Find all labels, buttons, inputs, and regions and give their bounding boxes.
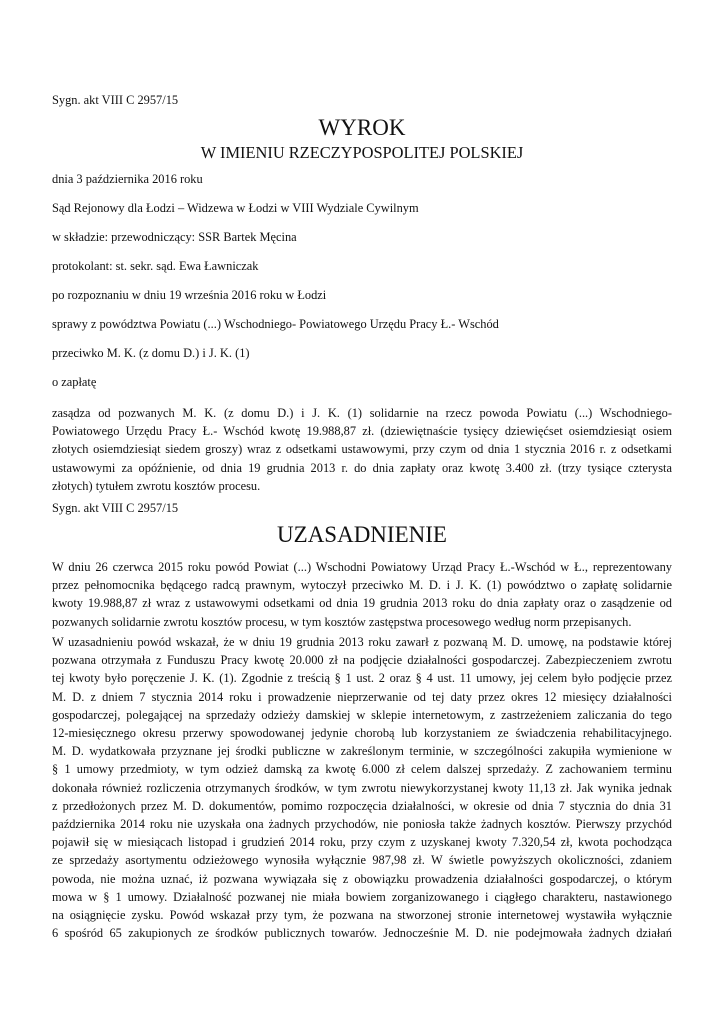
case-number: Sygn. akt VIII C 2957/15 <box>52 93 179 107</box>
verdict-title: WYROK <box>318 115 406 140</box>
paragraph-line: 6 spośród 65 zakupionych ze środków publicznych towarów. Jednocześnie M. D. nie podejmowała żadnych działań <box>52 926 672 941</box>
justification-paragraph-2 <box>52 633 672 942</box>
verdict-line: złotych osiemdziesiąt siedem groszy) wraz z odsetkami ustawowymi, przy czym od dnia 1 stycznia 2016 r. z odsetkami <box>52 442 672 457</box>
paragraph-line: W uzasadnieniu powód wskazał, że w dniu 19 grudnia 2013 roku zawarł z pozwaną M. D. umowę, na podstawie której <box>52 635 672 649</box>
verdict-date: dnia 3 października 2016 roku <box>52 172 203 186</box>
court-name: Sąd Rejonowy dla Łodzi – Widzewa w Łodzi w VIII Wydziale Cywilnym <box>52 201 419 215</box>
paragraph-line: 12-miesięcznego okresu przerwy spowodowanej jedynie chorobą lub korzystaniem ze świadczenia rehabilitacyjnego. <box>52 726 672 741</box>
paragraph-line: powoda, nie można uznać, iż pozwana wywiązała się z obowiązku prowadzenia działalności gospodarczej, o którym <box>52 871 672 886</box>
paragraph-line: pozwanych solidarnie zwrotu kosztów procesu, w tym kosztów zastępstwa procesowego według norm przepisanych. <box>52 614 632 629</box>
paragraph-line: gospodarczej, polegającej na sprzedaży odzieży damskiej w sklepie internetowym, z zastrzeżeniem zaliczania do tego <box>52 707 672 722</box>
verdict-line: Powiatowego Urzędu Pracy Ł.- Wschód kwotę 19.988,87 zł. (dziewiętnaście tysięcy dziewięćset osiemdziesiąt osiem <box>52 424 672 439</box>
court-clerk: protokolant: st. sekr. sąd. Ewa Ławniczak <box>52 259 259 273</box>
case-subject: o zapłatę <box>52 375 97 389</box>
verdict-line: złotych) tytułem zwrotu kosztów procesu. <box>52 478 261 493</box>
paragraph-line: mowa w § 1 umowy. Działalność pozwanej nie miała bowiem zorganizowanego i ciągłego charakteru, nastawionego <box>52 889 672 904</box>
justification-title: UZASADNIENIE <box>277 522 447 547</box>
verdict-line: zasądza od pozwanych M. K. (z domu D.) i J. K. (1) solidarnie na rzecz powoda Powiatu (...) Wschodniego- <box>52 406 672 420</box>
paragraph-line: z przedłożonych przez M. D. dokumentów, pomimo rozpoczęcia działalności, w okresie od dnia 7 stycznia do dnia 31 <box>52 798 672 813</box>
hearing-info: po rozpoznaniu w dniu 19 września 2016 roku w Łodzi <box>52 288 327 302</box>
paragraph-line: ze sprzedaży asortymentu odzieżowego wynosiła wyłącznie 987,98 zł. W świetle powyższych okoliczności, zdaniem <box>52 853 672 868</box>
case-plaintiff: sprawy z powództwa Powiatu (...) Wschodniego- Powiatowego Urzędu Pracy Ł.- Wschód <box>52 317 499 331</box>
paragraph-line: pozwana otrzymała z Funduszu Pracy kwotę 20.000 zł na podjęcie działalności gospodarczej. Zabezpieczeniem zwrotu <box>52 653 672 668</box>
paragraph-line: § 1 umowy przedmioty, w tym odzież damską za kwotę 6.000 zł celem dalszej sprzedaży. Z zachowaniem terminu <box>52 762 672 777</box>
court-composition: w składzie: przewodniczący: SSR Bartek Męcina <box>52 230 297 244</box>
paragraph-line: pojawił się w miesiącach listopad i grudzień 2014 roku, przy czym z uzyskanej kwoty 7.320,54 zł, kwota pochodząca <box>52 835 672 850</box>
justification-paragraph-1 <box>52 558 672 631</box>
paragraph-line: M. D. wydatkowała przyznane jej środki publiczne w zakreślonym terminie, w szczególności zakupiła wymienione w <box>52 744 672 759</box>
case-defendants: przeciwko M. K. (z domu D.) i J. K. (1) <box>52 346 250 360</box>
paragraph-line: przez pełnomocnika będącego radcą prawnym, wytoczył przeciwko M. D. i J. K. (1) powództwo o zapłatę solidarnie <box>52 578 672 593</box>
justification-case-number: Sygn. akt VIII C 2957/15 <box>52 501 179 515</box>
paragraph-line: tej kwoty było poręczenie J. K. (1). Zgodnie z treścią § 1 ust. 2 oraz § 4 ust. 11 umowy, jej celem było podjęcie przez <box>52 671 672 686</box>
paragraph-line: października 2014 roku nie uzyskała ona żadnych przychodów, nie poniosła także żadnych kosztów. Pierwszy przychód <box>52 817 672 832</box>
paragraph-line: na osiągnięcie zysku. Powód wskazał przy tym, że pozwana na stworzonej stronie internetowej wystawiła wyłącznie <box>52 908 672 923</box>
paragraph-line: M. D. z dniem 7 stycznia 2014 roku i prowadzenie nieprzerwanie od tej daty przez okres 12 miesięcy działalności <box>52 689 672 704</box>
paragraph-line: dokonała również rozliczenia otrzymanych środków, w tym zwrotu niewykorzystanej kwoty 11,13 zł. Jak wynika jednak <box>52 780 672 795</box>
verdict-subtitle: W IMIENIU RZECZYPOSPOLITEJ POLSKIEJ <box>200 143 524 162</box>
verdict-line: ustawowymi za opóźnienie, od dnia 19 grudnia 2013 r. do dnia zapłaty oraz kwotę 3.400 zł. (trzy tysiące czterysta <box>52 460 672 475</box>
paragraph-line: kwoty 19.988,87 zł wraz z ustawowymi odsetkami od dnia 19 grudnia 2013 roku do dnia zapłaty oraz o zasądzenie od <box>52 596 672 611</box>
paragraph-line: W dniu 26 czerwca 2015 roku powód Powiat (...) Wschodni Powiatowy Urząd Pracy Ł.-Wschód w Ł., reprezentowany <box>52 560 672 574</box>
verdict-body <box>52 404 672 495</box>
